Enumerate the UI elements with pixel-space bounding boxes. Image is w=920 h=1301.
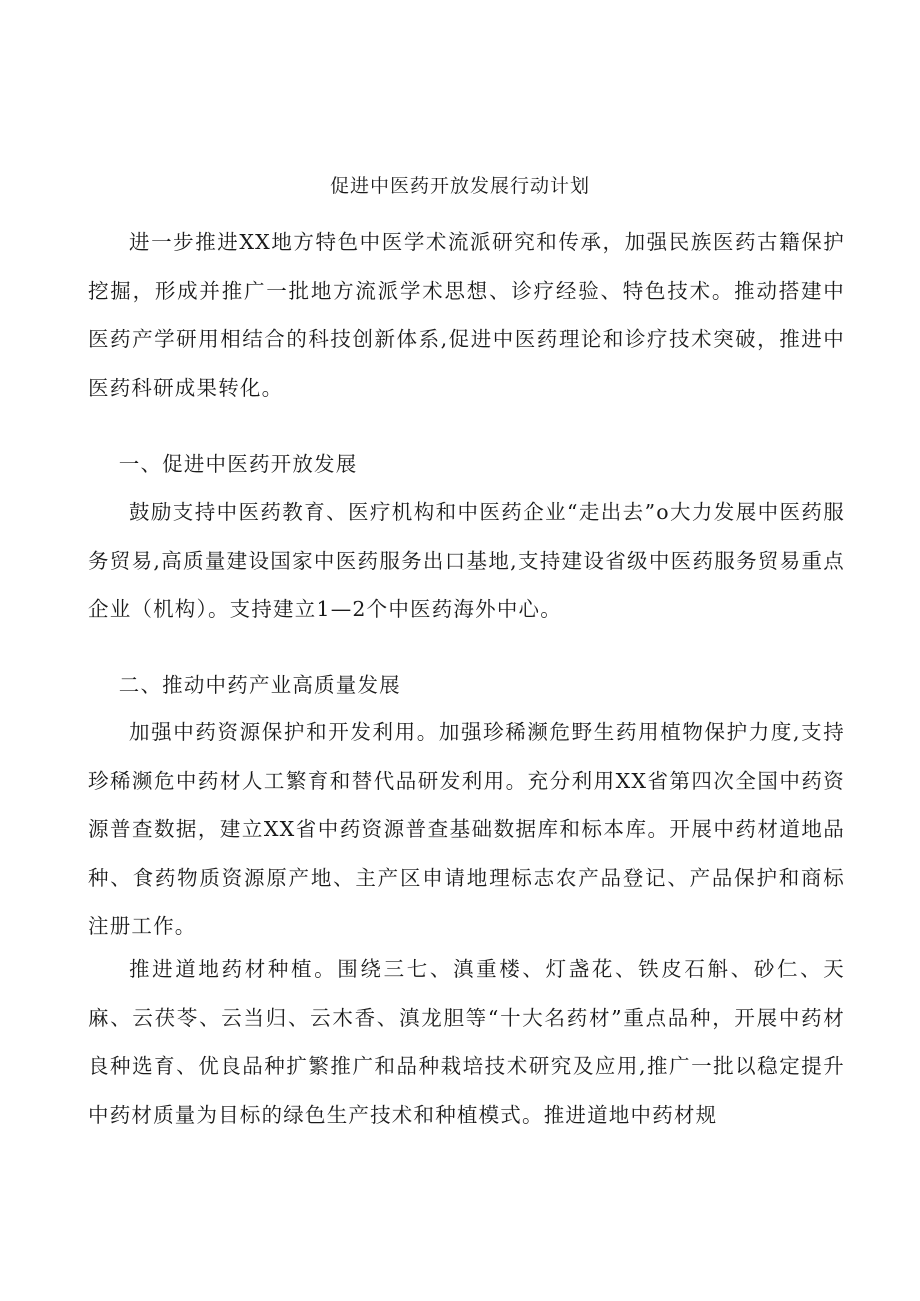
section-2-paragraph-2: 推进道地药材种植。围绕三七、滇重楼、灯盏花、铁皮石斛、砂仁、天麻、云茯苓、云当归、云木香、滇龙胆等“十大名药材”重点品种，开展中药材良种选育、优良品种扩繁推广和品种栽培技术研究及应用,推广一批以稳定提升中药材质量为目标的绿色生产技术和种植模式。推进道地中药材规 (88, 957, 845, 1127)
section-1-paragraph: 鼓励支持中医药教育、医疗机构和中医药企业“走出去”o大力发展中医药服务贸易,高质量建设国家中医药服务出口基地,支持建设省级中医药服务贸易重点企业（机构）。支持建立1—2个中医药海外中心。 (88, 500, 845, 621)
section-1-heading: 一、促进中医药开放发展 (118, 452, 358, 476)
section-2-paragraph-1: 加强中药资源保护和开发利用。加强珍稀濒危野生药用植物保护力度,支持珍稀濒危中药材人工繁育和替代品研发利用。充分利用XX省第四次全国中药资源普查数据，建立XX省中药资源普查基础数据库和标本库。开展中药材道地品种、食药物质资源原产地、主产区申请地理标志农产品登记、产品保护和商标注册工作。 (88, 720, 845, 938)
document-title: 促进中医药开放发展行动计划 (329, 175, 590, 197)
section-2-heading: 二、推动中药产业高质量发展 (118, 673, 401, 697)
intro-paragraph: 进一步推进XX地方特色中医学术流派研究和传承，加强民族医药古籍保护挖掘，形成并推广一批地方流派学术思想、诊疗经验、特色技术。推动搭建中医药产学研用相结合的科技创新体系,促进中医药理论和诊疗技术突破，推进中医药科研成果转化。 (88, 230, 845, 400)
